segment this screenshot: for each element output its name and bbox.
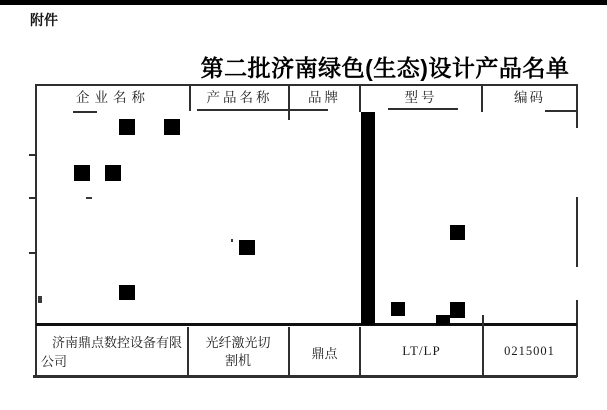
product-name-line2: 割机 — [224, 353, 251, 368]
redaction-square — [450, 302, 465, 318]
table-right-border-segment — [576, 197, 578, 267]
redaction-square — [119, 285, 135, 300]
brand-cell: 鼎点 — [311, 346, 338, 361]
redaction-square — [391, 302, 405, 316]
scan-edge-strip — [0, 0, 607, 5]
redaction-square — [105, 165, 121, 181]
model-cell: LT/LP — [402, 343, 441, 358]
document-title: 第二批济南绿色(生态)设计产品名单 — [200, 55, 570, 81]
table-left-border — [35, 84, 37, 377]
scan-speck — [86, 197, 92, 199]
company-name-line2: 公司 — [41, 354, 68, 369]
redaction-square — [450, 225, 465, 240]
header-underline-segment — [545, 110, 577, 112]
redaction-square — [239, 240, 255, 255]
row-line-remnant-tick — [29, 252, 37, 254]
row-separator-line — [36, 323, 577, 326]
table-right-border-segment — [576, 300, 578, 377]
header-underline-segment — [388, 108, 458, 110]
row-line-remnant-tick — [29, 154, 37, 156]
scan-speck — [231, 239, 233, 242]
attachment-label: 附件 — [30, 12, 58, 28]
redaction-bar — [361, 112, 375, 325]
product-name-line1: 光纤激光切 — [205, 335, 271, 350]
redaction-square — [119, 119, 135, 135]
table-bottom-border — [33, 375, 577, 378]
row-line-remnant-tick — [29, 197, 37, 199]
column-header-model: 型号 — [404, 90, 438, 105]
header-underline-segment — [197, 109, 328, 111]
table-top-border — [36, 84, 577, 86]
column-header-company: 企业名称 — [76, 90, 150, 105]
redaction-square — [74, 165, 90, 181]
column-header-brand: 品牌 — [308, 90, 341, 105]
code-cell: 0215001 — [504, 344, 555, 358]
column-header-product: 产品名称 — [206, 90, 273, 105]
company-name-line1: 济南鼎点数控设备有限 — [52, 335, 183, 350]
header-underline-segment — [73, 111, 97, 113]
scan-speck — [38, 296, 42, 303]
redaction-square — [164, 119, 180, 135]
column-header-code: 编码 — [514, 90, 545, 105]
